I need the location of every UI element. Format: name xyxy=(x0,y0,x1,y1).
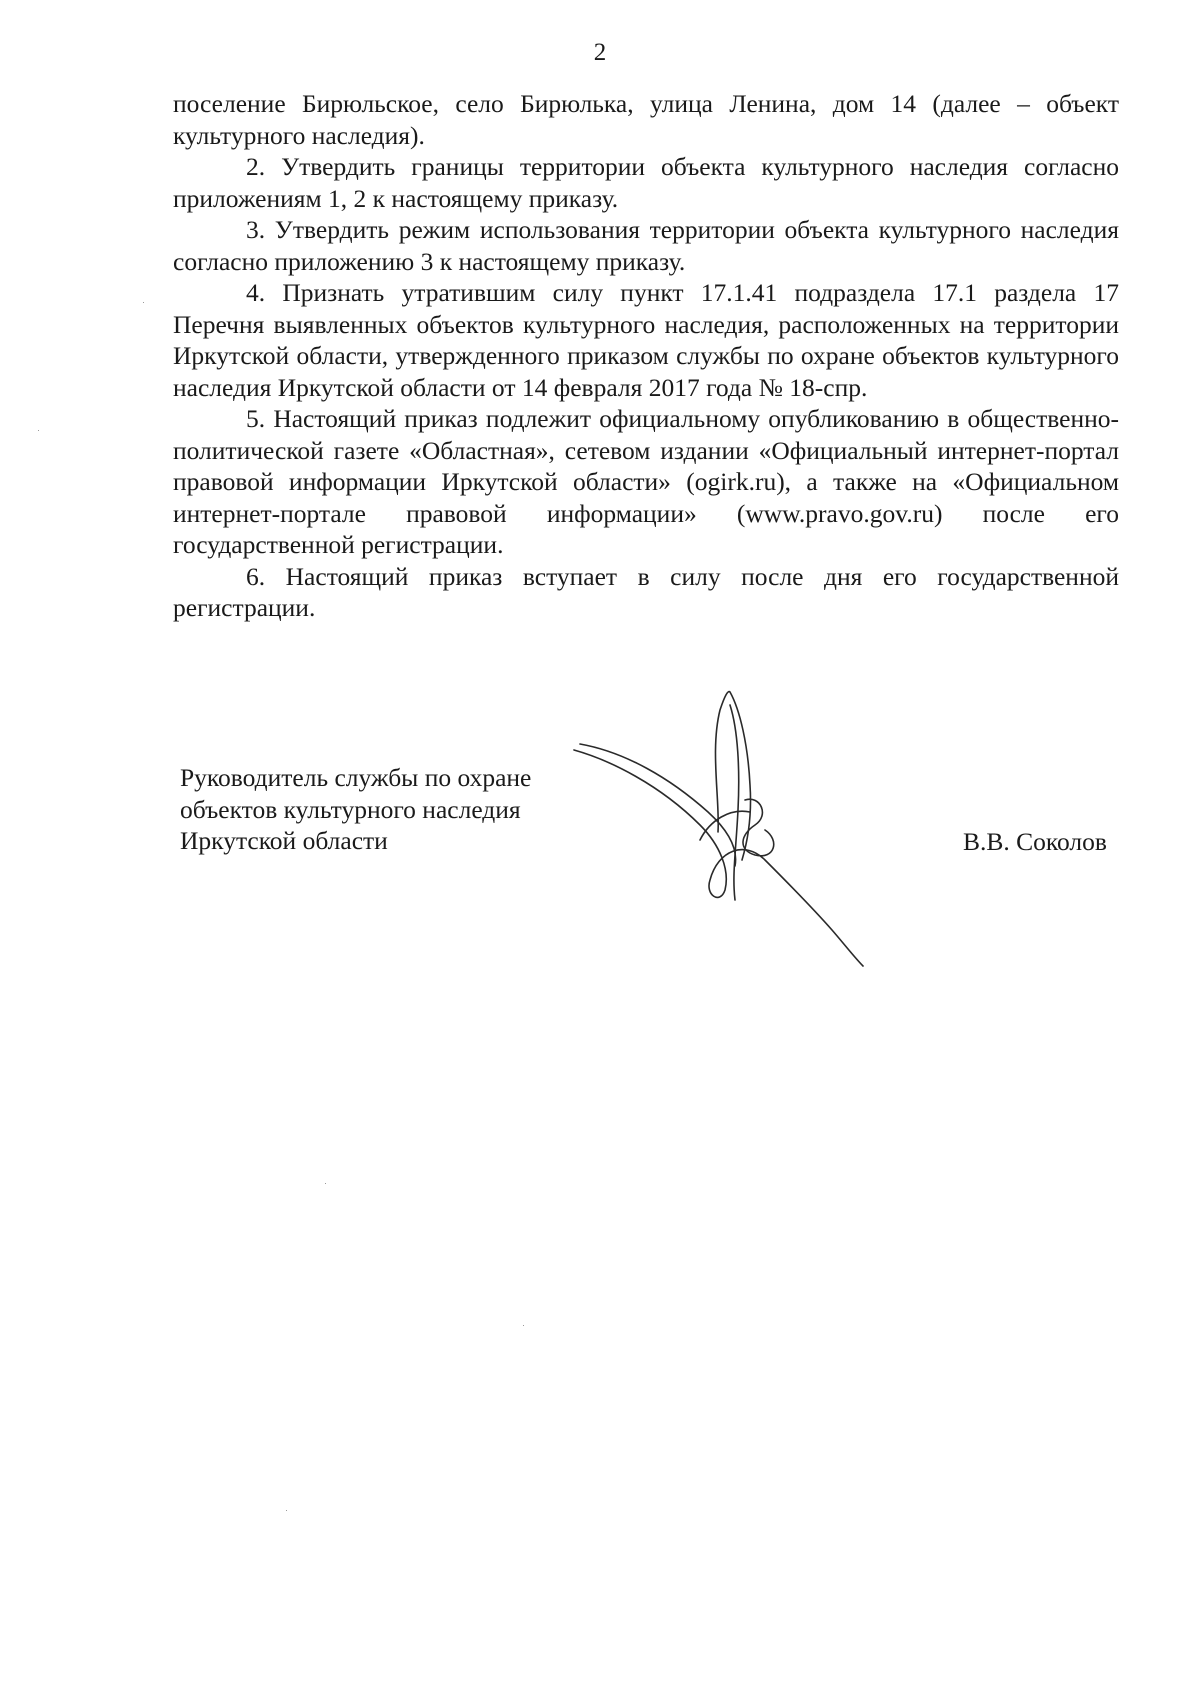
signature-stroke xyxy=(574,750,863,966)
signature-stroke xyxy=(743,799,774,856)
paragraph-item-6: 6. Настоящий приказ вступает в силу после дня его государственной регистрации. xyxy=(173,561,1119,622)
document-body xyxy=(173,88,1119,624)
signatory-title-line: Руководитель службы по охране xyxy=(180,763,532,792)
paragraph-item-3: 3. Утвердить режим использования территории объекта культурного наследия согласно приложению 3 к настоящему приказу. xyxy=(173,215,1119,276)
scan-speck xyxy=(38,430,39,431)
scan-speck xyxy=(286,1510,287,1511)
signatory-title xyxy=(180,762,531,857)
signature-stroke xyxy=(580,744,736,866)
paragraph-item-2: 2. Утвердить границы территории объекта культурного наследия согласно приложениям 1, 2 к настоящему приказу. xyxy=(173,152,1119,213)
scan-speck xyxy=(143,302,144,303)
paragraph-item-5: 5. Настоящий приказ подлежит официальному опубликованию в общественно-политической газете «Областная», сетевом издании «Официальный интернет-портал правовой информации Иркутской области» (ogirk.ru), а также на «Официальном интернет-портале правовой информации» (www.pravo.gov.ru) после его государственной регистрации. xyxy=(173,404,1119,559)
scan-speck xyxy=(523,1325,524,1326)
page-number: 2 xyxy=(593,39,607,66)
signatory-title-line: Иркутской области xyxy=(180,826,388,855)
signatory-name: В.В. Соколов xyxy=(963,827,1107,856)
handwritten-signature xyxy=(570,690,890,980)
signature-stroke xyxy=(730,705,739,900)
signatory-title-line: объектов культурного наследия xyxy=(180,794,521,824)
scan-speck xyxy=(325,1183,326,1184)
paragraph-item-4: 4. Признать утратившим силу пункт 17.1.41 подраздела 17.1 раздела 17 Перечня выявленных объектов культурного наследия, расположенных на территории Иркутской области, утвержденного приказом службы по охране объектов культурного наследия Иркутской области от 14 февраля 2017 года № 18-спр. xyxy=(173,278,1119,402)
paragraph-continuation: поселение Бирюльское, село Бирюлька, улица Ленина, дом 14 (далее – объект культурного наследия). xyxy=(173,89,1119,150)
signature-stroke xyxy=(700,811,750,840)
